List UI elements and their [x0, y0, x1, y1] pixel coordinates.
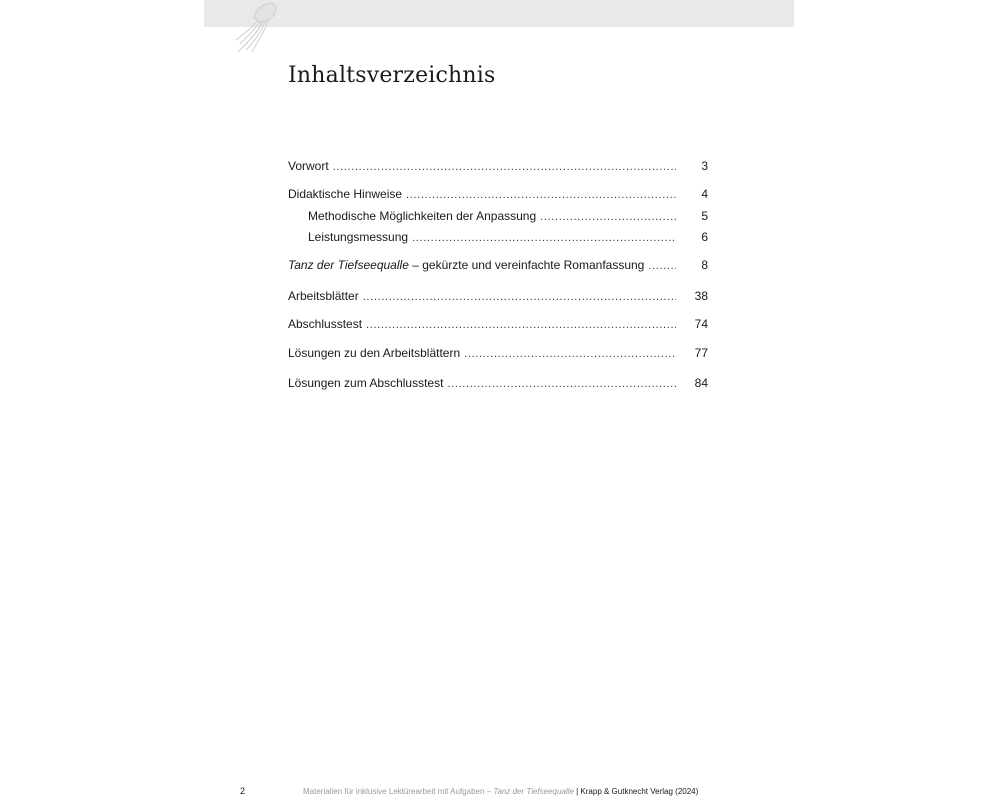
toc-leader-dots [406, 189, 676, 201]
footer-book-title: Tanz der Tiefseequalle [493, 787, 574, 796]
toc-entry-page: 8 [701, 258, 708, 272]
toc-leader-dots [412, 232, 676, 244]
header-band [204, 0, 794, 27]
toc-entry-page: 6 [701, 230, 708, 244]
toc-entry-label: Leistungsmessung [308, 230, 409, 244]
toc-entry-page: 38 [694, 289, 708, 303]
toc-leader-dots [333, 161, 676, 173]
toc-entry-page: 77 [694, 346, 708, 360]
toc-entry-loesungen-abschlusstest[interactable] [288, 376, 708, 394]
footer-series-line [303, 787, 698, 796]
toc-leader-dots [447, 378, 676, 390]
page-title: Inhaltsverzeichnis [288, 63, 496, 88]
toc-entry-abschlusstest[interactable] [288, 317, 708, 335]
toc-entry-romanfassung[interactable] [288, 258, 708, 276]
toc-entry-methodische-moeglichkeiten[interactable] [308, 209, 708, 227]
toc-leader-dots [464, 348, 676, 360]
footer-publisher: | Krapp & Gutknecht Verlag (2024) [573, 787, 699, 796]
footer-series-text: Materialien für inklusive Lektürearbeit mit Aufgaben – [303, 787, 494, 796]
toc-entry-didaktische-hinweise[interactable] [288, 187, 708, 205]
toc-entry-arbeitsblaetter[interactable] [288, 289, 708, 307]
toc-entry-page: 5 [701, 209, 708, 223]
toc-entry-label: Abschlusstest [288, 317, 363, 331]
toc-leader-dots [540, 211, 676, 223]
toc-entry-label-rest: – gekürzte und vereinfachte Romanfassung [408, 258, 645, 272]
toc-entry-label: Lösungen zum Abschlusstest [288, 376, 444, 390]
toc-entry-label: Didaktische Hinweise [288, 187, 403, 201]
toc-entry-leistungsmessung[interactable] [308, 230, 708, 248]
toc-entry-page: 3 [701, 159, 708, 173]
page-footer [0, 786, 1000, 800]
toc-entry-page: 84 [694, 376, 708, 390]
toc-entry-loesungen-arbeitsblaetter[interactable] [288, 346, 708, 364]
toc-entry-page: 74 [694, 317, 708, 331]
footer-page-number: 2 [240, 786, 246, 796]
toc-leader-dots [363, 291, 676, 303]
toc-entry-page: 4 [701, 187, 708, 201]
toc-entry-label: Arbeitsblätter [288, 289, 359, 303]
toc-entry-label: Methodische Möglichkeiten der Anpassung [308, 209, 537, 223]
toc-leader-dots [648, 260, 676, 272]
toc-entry-vorwort[interactable] [288, 159, 708, 177]
toc-entry-label: Lösungen zu den Arbeitsblättern [288, 346, 461, 360]
toc-entry-label: Vorwort [288, 159, 329, 173]
toc-entry-book-title: Tanz der Tiefseequalle [288, 258, 409, 272]
toc-entry-label [288, 258, 644, 272]
jellyfish-icon [226, 0, 286, 56]
toc-leader-dots [366, 319, 676, 331]
